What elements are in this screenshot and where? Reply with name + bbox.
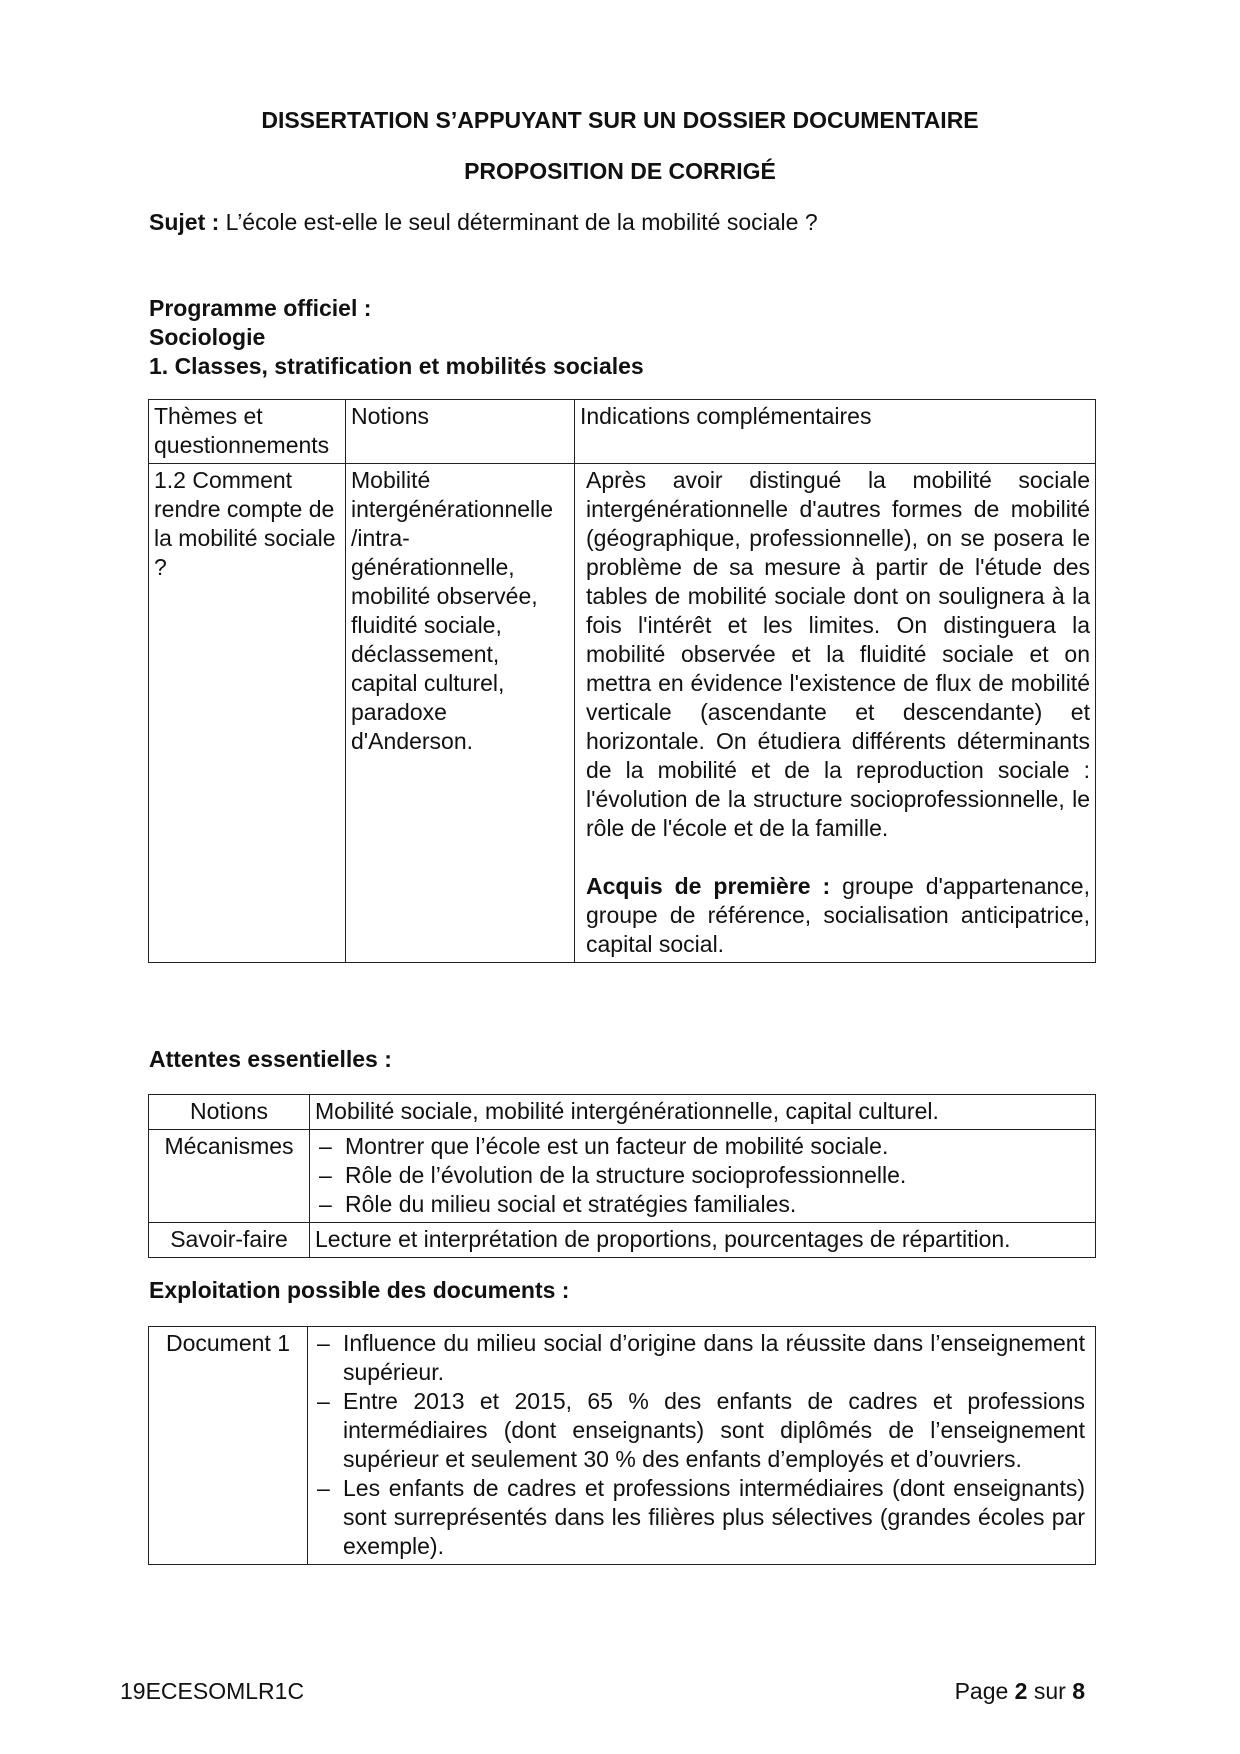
header-notions: Notions [346,400,575,464]
footer-page [955,1678,1085,1705]
acquis-label: Acquis de première : [586,873,831,899]
cell-indications [575,464,1096,963]
mecanismes-list [315,1132,1090,1219]
list-item: – Influence du milieu social d’origine dans la réussite dans l’enseignement supérieur. [313,1329,1085,1387]
cell-theme: 1.2 Comment rendre compte de la mobilité sociale ? [149,464,346,963]
attentes-notions-text: Mobilité sociale, mobilité intergénérationnelle, capital culturel. [310,1095,1096,1130]
document-subtitle: PROPOSITION DE CORRIGÉ [464,158,776,184]
header-indications: Indications complémentaires [575,400,1096,464]
attentes-mecanismes-label: Mécanismes [149,1130,310,1223]
cell-notions: Mobilité intergénérationnelle /intra-générationnelle, mobilité observée, fluidité sociale, déclassement, capital culturel, paradoxe d'Anderson. [346,464,575,963]
list-item: – Les enfants de cadres et professions intermédiaires (dont enseignants) sont surreprésentés dans les filières plus sélectives (grandes écoles par exemple). [313,1474,1085,1561]
page-prefix: Page [954,1678,1009,1704]
page-sep: sur [1033,1678,1066,1704]
exploitation-row-doc1 [149,1327,1096,1565]
page-number: 2 [1014,1678,1028,1704]
programme-heading: Programme officiel : [149,295,372,321]
list-item: – Entre 2013 et 2015, 65 % des enfants de cadres et professions intermédiaires (dont enseignants) sont diplômés de l’enseignement supérieur et seulement 30 % des enfants d’employés et d’ouvriers. [313,1387,1085,1474]
acquis-text: groupe d'appartenance, groupe de référence, socialisation anticipatrice, capital social. [586,873,1090,957]
program-table-header [149,400,1096,464]
program-table [148,399,1096,963]
attentes-mecanismes-list-cell [310,1130,1096,1223]
header-themes: Thèmes et questionnements [149,400,346,464]
attentes-savoir-label: Savoir-faire [149,1223,310,1258]
list-item: – Rôle de l’évolution de la structure socioprofessionnelle. [315,1161,1090,1190]
attentes-table [148,1094,1096,1258]
acquis-paragraph [586,872,1090,959]
programme-chapter: 1. Classes, stratification et mobilités sociales [149,353,644,379]
document-title: DISSERTATION S’APPUYANT SUR UN DOSSIER DOCUMENTAIRE [261,107,979,133]
exploitation-table [148,1326,1096,1565]
attentes-row-notions [149,1095,1096,1130]
programme-block [149,294,644,381]
sujet-line [149,209,818,236]
doc1-list [313,1329,1085,1561]
sujet-text: L’école est-elle le seul déterminant de la mobilité sociale ? [225,209,818,235]
attentes-heading: Attentes essentielles : [149,1046,392,1072]
exploitation-heading: Exploitation possible des documents : [149,1277,570,1303]
programme-discipline: Sociologie [149,324,266,350]
list-item: – Montrer que l’école est un facteur de mobilité sociale. [315,1132,1090,1161]
program-table-row [149,464,1096,963]
indications-text: Après avoir distingué la mobilité sociale intergénérationnelle d'autres formes de mobilité (géographique, professionnelle), on se posera le problème de sa mesure à partir de l'étude des tables de mobilité sociale dont on soulignera à la fois l'intérêt et les limites. On distinguera la mobilité observée et la fluidité sociale et on mettra en évidence l'existence de flux de mobilité verticale (ascendante et descendante) et horizontale. On étudiera différents déterminants de la mobilité et de la reproduction sociale : l'évolution de la structure socioprofessionnelle, le rôle de l'école et de la famille. [586,467,1090,841]
attentes-row-mecanismes [149,1130,1096,1223]
page-total: 8 [1072,1678,1085,1704]
sujet-label: Sujet : [149,209,220,235]
attentes-notions-label: Notions [149,1095,310,1130]
attentes-savoir-text: Lecture et interprétation de proportions, pourcentages de répartition. [310,1223,1096,1258]
doc1-label: Document 1 [149,1327,308,1565]
doc1-content [308,1327,1096,1565]
list-item: – Rôle du milieu social et stratégies familiales. [315,1190,1090,1219]
attentes-row-savoir [149,1223,1096,1258]
footer-code: 19ECESOMLR1C [120,1678,305,1704]
